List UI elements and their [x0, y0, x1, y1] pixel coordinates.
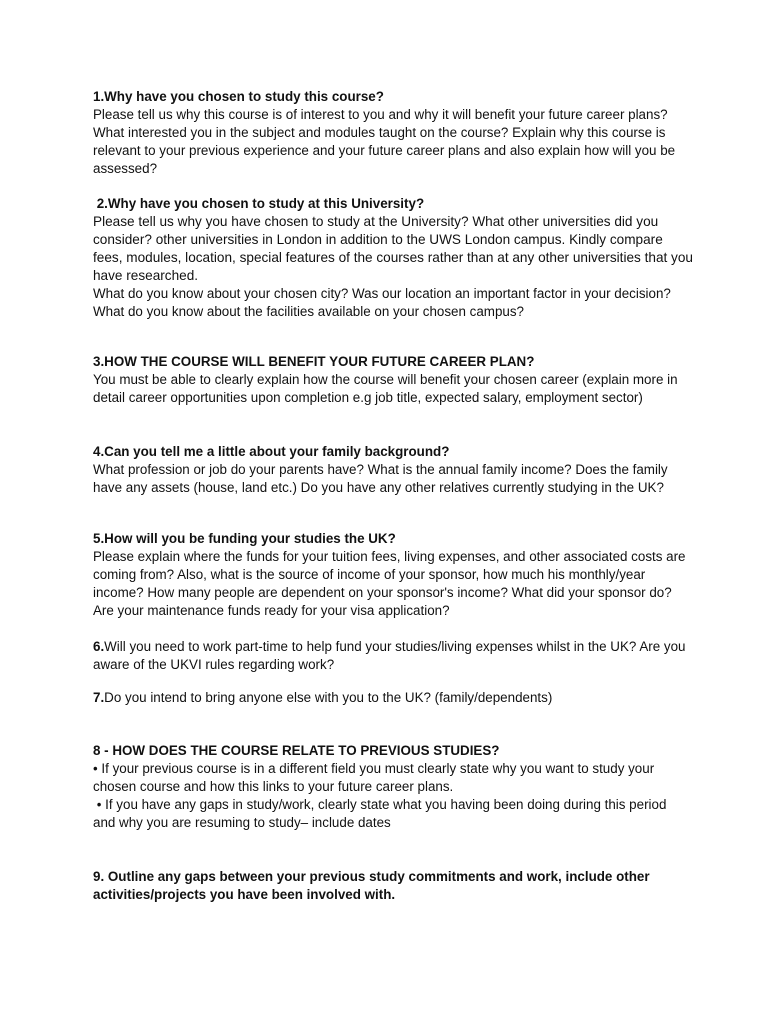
question-8-bullet-1: • If your previous course is in a different field you must clearly state why you want to study your chosen course and how this links to your future career plans. [93, 761, 655, 794]
question-5-body: Please explain where the funds for your tuition fees, living expenses, and other associated costs are coming from? Also, what is the source of income of your sponsor, how much his monthly/year income? How many people are dependent on your sponsor's income? What did your sponsor do? Are your maintenance funds ready for your visa application? [93, 549, 686, 618]
question-1-body: Please tell us why this course is of interest to you and why it will benefit your future career plans? What interested you in the subject and modules taught on the course? Explain why this course is relevant to your previous experience and your future career plans and also explain how will you be assessed? [93, 107, 676, 176]
question-5 [93, 530, 693, 620]
question-6 [93, 638, 693, 674]
question-1 [93, 88, 693, 178]
question-3 [93, 353, 693, 407]
question-4-body: What profession or job do your parents have? What is the annual family income? Does the family have any assets (house, land etc.) Do you have any other relatives currently studying in the UK? [93, 462, 668, 495]
question-6-body: Will you need to work part-time to help fund your studies/living expenses whilst in the UK? Are you aware of the UKVI rules regarding work? [93, 639, 686, 672]
question-7-number: 7. [93, 690, 105, 705]
question-8-bullet-2: • If you have any gaps in study/work, clearly state what you having been doing during this period and why you are resuming to study– include dates [93, 797, 674, 830]
question-4 [93, 443, 693, 497]
question-2-body-2: What do you know about your chosen city? Was our location an important factor in your decision? What do you know about the facilities available on your chosen campus? [93, 286, 671, 319]
question-9-title: 9. Outline any gaps between your previous study commitments and work, include other activities/projects you have been involved with. [93, 869, 650, 902]
question-9 [93, 868, 693, 904]
question-8-title: 8 - HOW DOES THE COURSE RELATE TO PREVIOUS STUDIES? [93, 743, 500, 758]
question-6-number: 6. [93, 639, 105, 654]
question-3-body: You must be able to clearly explain how the course will benefit your chosen career (explain more in detail career opportunities upon completion e.g job title, expected salary, employment sector) [93, 372, 678, 405]
question-3-title: 3.HOW THE COURSE WILL BENEFIT YOUR FUTURE CAREER PLAN? [93, 354, 535, 369]
question-7-body: Do you intend to bring anyone else with you to the UK? (family/dependents) [104, 690, 553, 705]
question-8 [93, 742, 693, 832]
question-2-body: Please tell us why you have chosen to study at the University? What other universities did you consider? other universities in London in addition to the UWS London campus. Kindly compare fees, modules, location, special features of the courses rather than at any other universities that you have researched. [93, 214, 693, 283]
question-2-title: 2.Why have you chosen to study at this University? [93, 196, 425, 211]
question-2 [93, 195, 693, 321]
question-7 [93, 689, 693, 707]
question-4-title: 4.Can you tell me a little about your family background? [93, 444, 450, 459]
question-1-title: 1.Why have you chosen to study this course? [93, 89, 384, 104]
question-5-title: 5.How will you be funding your studies the UK? [93, 531, 396, 546]
